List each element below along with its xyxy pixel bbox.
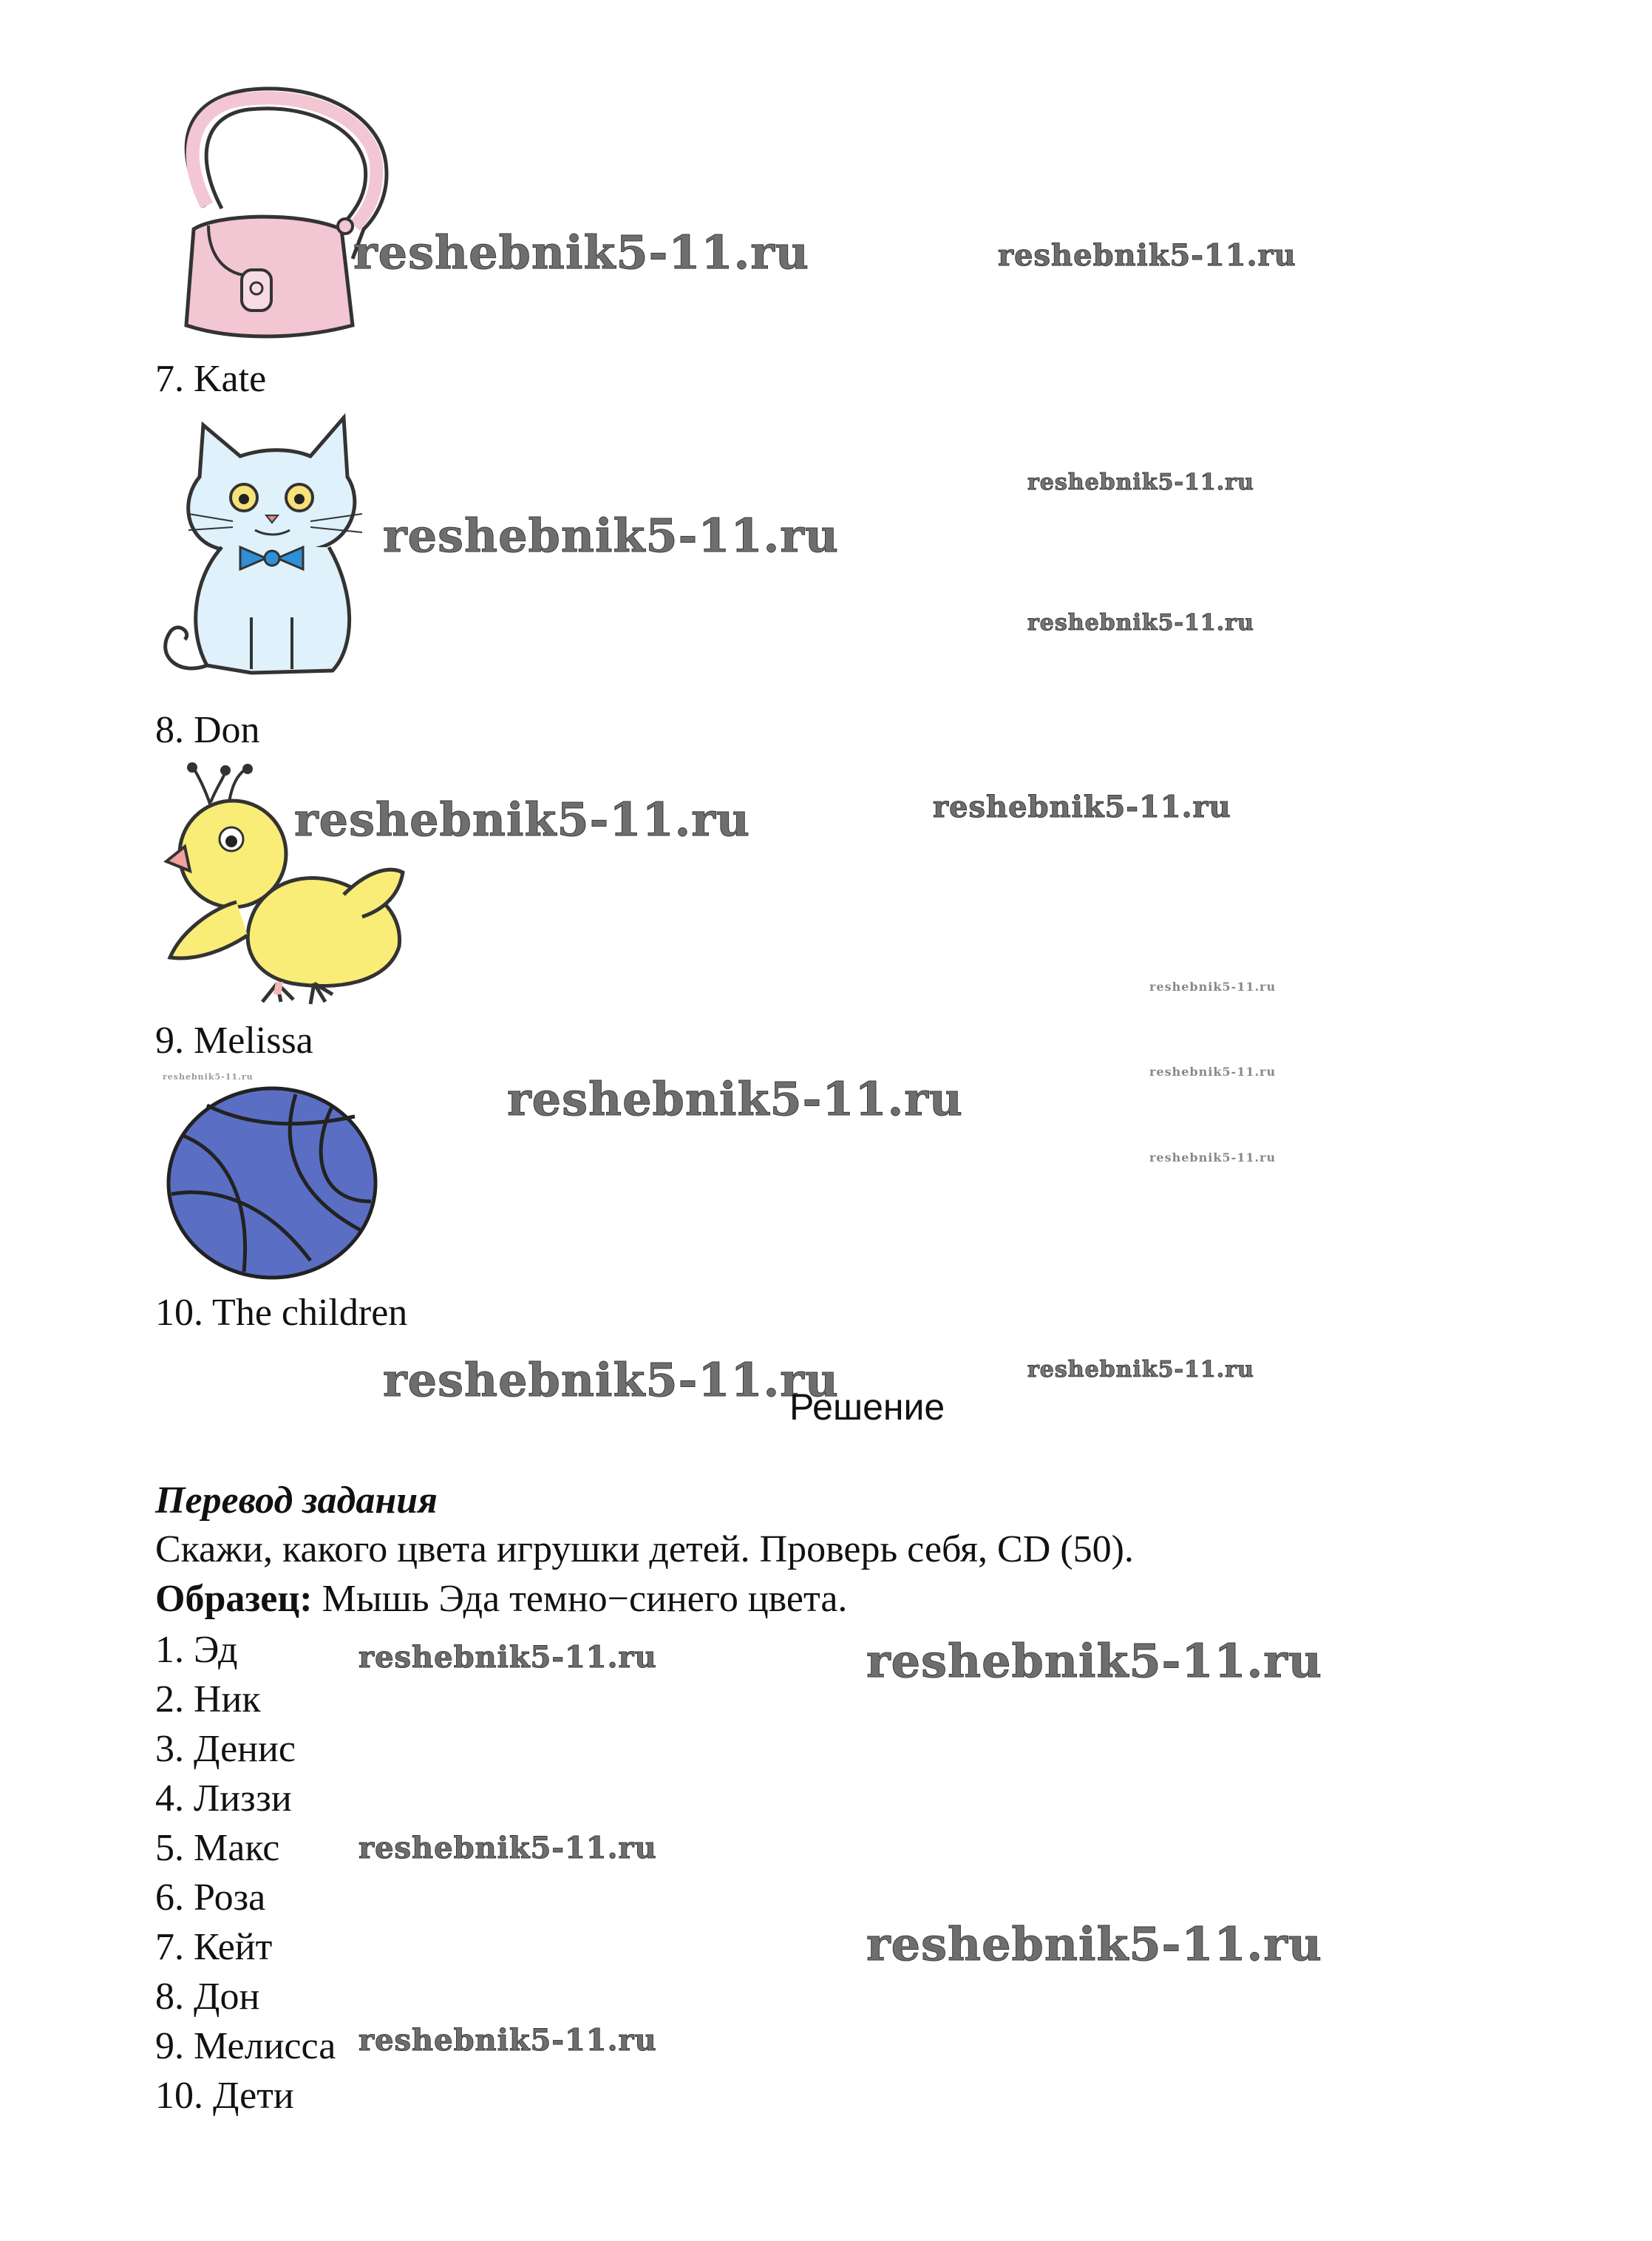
list-item: 9. Мелисса <box>155 2025 336 2067</box>
list-item: 5. Макс <box>155 1827 280 1869</box>
watermark: reshebnik5-11.ru <box>163 1072 254 1082</box>
example-label: Образец: <box>155 1578 313 1620</box>
item-label: 10. The children <box>155 1292 408 1334</box>
translation-list <box>155 1625 336 2120</box>
list-item: 3. Денис <box>155 1728 296 1770</box>
list-item: 8. Дон <box>155 1976 260 2018</box>
watermark: reshebnik5-11.ru <box>294 793 750 847</box>
watermark: reshebnik5-11.ru <box>866 1634 1322 1688</box>
watermark: reshebnik5-11.ru <box>933 790 1231 824</box>
section-heading: Перевод задания <box>155 1479 438 1522</box>
item-label: 9. Melissa <box>155 1020 313 1062</box>
list-item: 2. Ник <box>155 1678 261 1720</box>
list-item: 10. Дети <box>155 2075 294 2117</box>
watermark: reshebnik5-11.ru <box>383 509 839 563</box>
watermark: reshebnik5-11.ru <box>358 1831 657 1865</box>
example-text: Мышь Эда темно−синего цвета. <box>312 1578 848 1620</box>
list-item: 4. Лиззи <box>155 1777 292 1820</box>
watermark: reshebnik5-11.ru <box>358 2023 657 2058</box>
watermark: reshebnik5-11.ru <box>507 1072 963 1126</box>
watermark: reshebnik5-11.ru <box>1149 1065 1277 1079</box>
watermark: reshebnik5-11.ru <box>998 238 1296 273</box>
list-item: 7. Кейт <box>155 1926 273 1968</box>
watermark: reshebnik5-11.ru <box>358 1640 657 1675</box>
item-label: 7. Kate <box>155 358 267 400</box>
task-example <box>155 1577 847 1621</box>
watermark: reshebnik5-11.ru <box>1027 1357 1254 1383</box>
list-item: 1. Эд <box>155 1629 238 1671</box>
pink-handbag-illustration <box>164 81 408 347</box>
item-label: 8. Don <box>155 709 260 751</box>
watermark: reshebnik5-11.ru <box>1027 610 1254 636</box>
watermark: reshebnik5-11.ru <box>353 226 809 279</box>
watermark: reshebnik5-11.ru <box>1149 1150 1277 1164</box>
solution-title: Решение <box>789 1386 945 1428</box>
blue-ball-illustration <box>163 1083 384 1283</box>
watermark: reshebnik5-11.ru <box>1027 469 1254 495</box>
task-instruction: Скажи, какого цвета игрушки детей. Проверь себя, CD (50). <box>155 1528 1134 1570</box>
watermark: reshebnik5-11.ru <box>383 1353 839 1407</box>
watermark: reshebnik5-11.ru <box>866 1917 1322 1971</box>
cat-illustration <box>163 410 414 691</box>
watermark: reshebnik5-11.ru <box>1149 980 1277 994</box>
list-item: 6. Роза <box>155 1876 266 1919</box>
